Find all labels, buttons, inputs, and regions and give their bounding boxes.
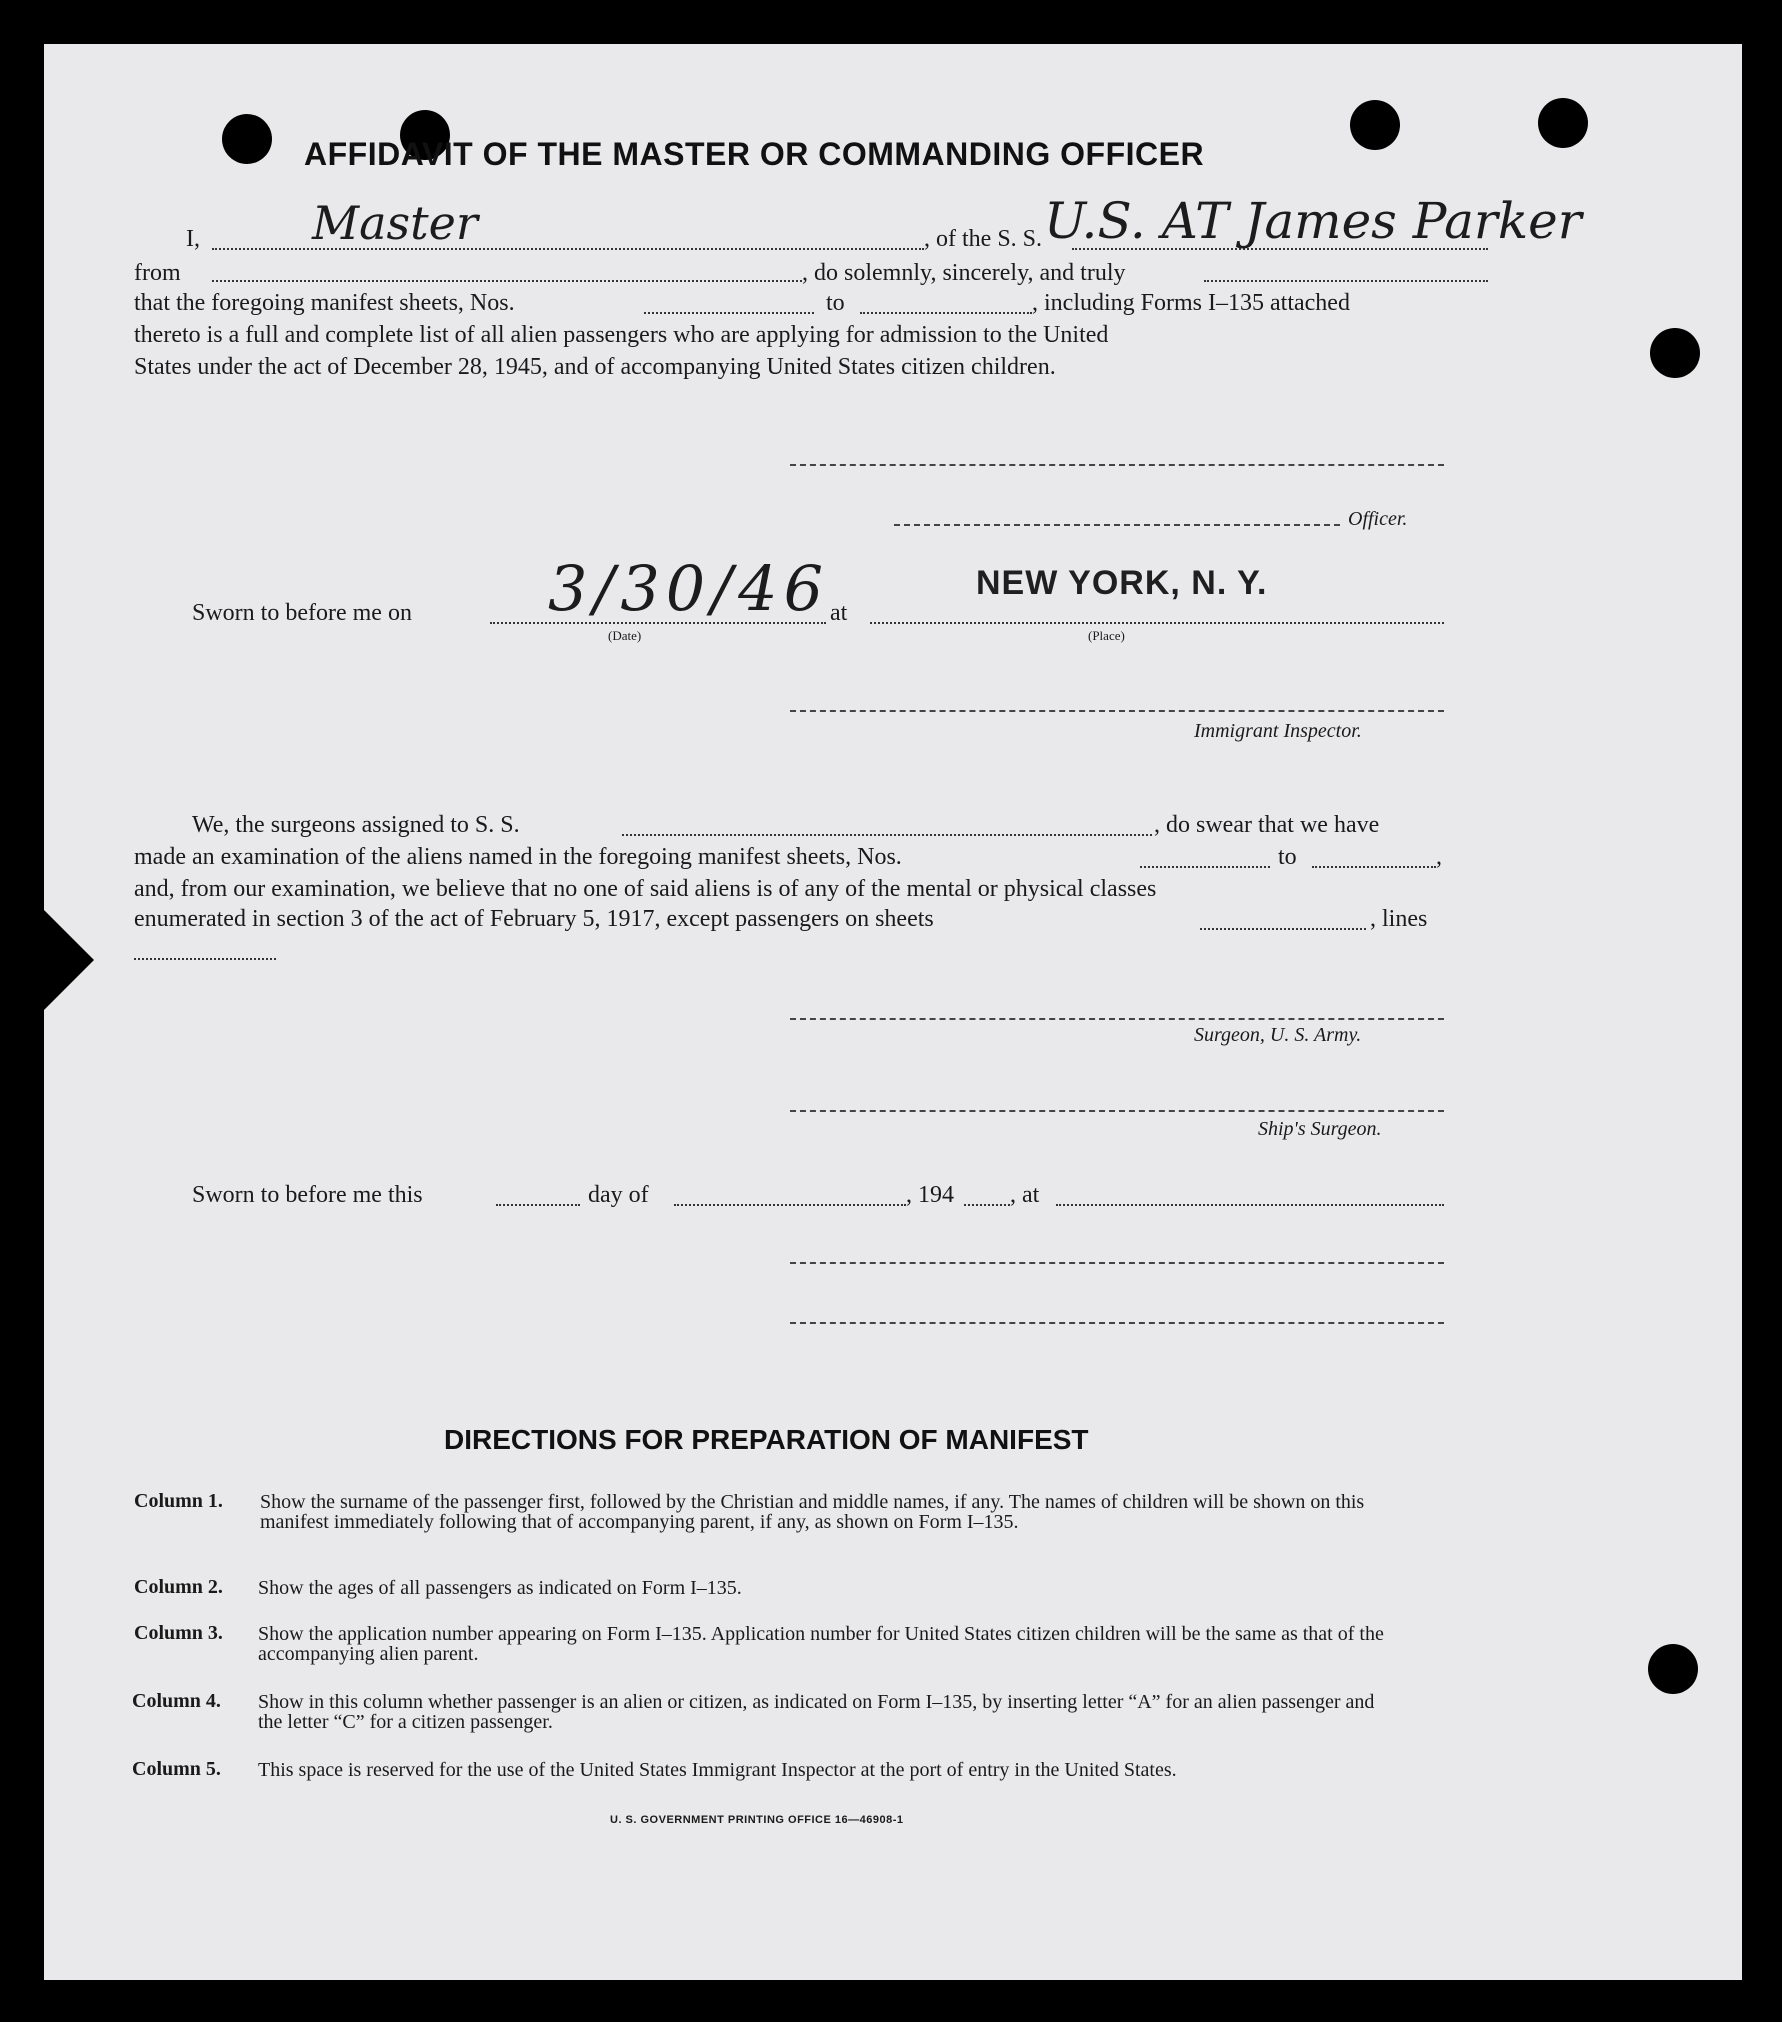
year-prefix: , 194: [906, 1182, 954, 1208]
ship-handwritten: U.S. AT James Parker: [1044, 192, 1582, 250]
of-the-ss-label: , of the S. S.: [924, 226, 1043, 252]
ship-surgeon-caption: Ship's Surgeon.: [1258, 1118, 1382, 1140]
place-stamp: NEW YORK, N. Y.: [976, 564, 1268, 602]
surgeons-line4: enumerated in section 3 of the act of February 5, 1917, except passengers on sheets: [134, 906, 934, 932]
directions-title: DIRECTIONS FOR PREPARATION OF MANIFEST: [444, 1424, 1089, 1455]
printer-imprint: U. S. GOVERNMENT PRINTING OFFICE 16—46908-1: [610, 1814, 904, 1826]
punch-hole: [1538, 98, 1588, 148]
punch-hole: [1650, 328, 1700, 378]
ship-surgeon-signature-line[interactable]: [790, 1110, 1444, 1112]
truly-field[interactable]: [1204, 280, 1488, 282]
punch-hole: [222, 114, 272, 164]
document-page: [44, 44, 1742, 1980]
to-label: to: [826, 290, 845, 316]
sworn-this-label: Sworn to before me this: [192, 1182, 423, 1208]
sworn2-at-label: , at: [1010, 1182, 1040, 1208]
affidavit-line5: States under the act of December 28, 1945, and of accompanying United States citizen children.: [134, 354, 1056, 380]
day-field[interactable]: [496, 1204, 580, 1206]
inspector-caption: Immigrant Inspector.: [1194, 720, 1362, 742]
solemnly-text: , do solemnly, sincerely, and truly: [802, 260, 1126, 286]
surgeons-comma: ,: [1436, 844, 1442, 870]
from-label: from: [134, 260, 181, 286]
officer-signature-line-1[interactable]: [790, 464, 1444, 466]
lines-label: , lines: [1370, 906, 1428, 932]
place-caption: (Place): [1088, 628, 1125, 643]
column-5-text: This space is reserved for the use of the United States Immigrant Inspector at the port of entry in the United States.: [258, 1759, 1177, 1781]
sworn2-signature-line-2[interactable]: [790, 1322, 1444, 1324]
date-caption: (Date): [608, 628, 642, 643]
punch-hole: [1648, 1644, 1698, 1694]
affidavit-line4: thereto is a full and complete list of all alien passengers who are applying for admission to the United: [134, 322, 1109, 348]
month-field[interactable]: [674, 1204, 906, 1206]
sworn-place-field[interactable]: [870, 622, 1444, 624]
forms-text: , including Forms I–135 attached: [1032, 290, 1350, 316]
surgeons-line3: and, from our examination, we believe that no one of said aliens is of any of the mental or physical classes: [134, 876, 1157, 902]
column-5-head: Column 5.: [132, 1758, 221, 1780]
from-field[interactable]: [212, 280, 802, 282]
surgeons-line1: We, the surgeons assigned to S. S.: [192, 812, 520, 838]
column-4-text: Show in this column whether passenger is an alien or citizen, as indicated on Form I–135, by inserting letter “A” for an alien passenger and the letter “C” for a citizen passenger.: [258, 1691, 1375, 1733]
surgeons-line2: made an examination of the aliens named in the foregoing manifest sheets, Nos.: [134, 844, 902, 870]
i-label: I,: [186, 226, 200, 252]
column-2-head: Column 2.: [134, 1576, 223, 1598]
sheet-from-field[interactable]: [644, 312, 814, 314]
officer-signature-line-2[interactable]: [894, 524, 1340, 526]
army-surgeon-signature-line[interactable]: [790, 1018, 1444, 1020]
year-field[interactable]: [964, 1204, 1010, 1206]
surgeon-sheet-to-field[interactable]: [1312, 866, 1436, 868]
day-of-label: day of: [588, 1182, 649, 1208]
lines-field[interactable]: [134, 958, 276, 960]
surgeon-ship-field[interactable]: [622, 834, 1152, 836]
surgeon-sheet-from-field[interactable]: [1140, 866, 1270, 868]
column-2-text: Show the ages of all passengers as indicated on Form I–135.: [258, 1577, 742, 1599]
officer-caption: Officer.: [1348, 508, 1408, 530]
sworn-date-handwritten: 3/30/46: [548, 552, 830, 625]
page-notch: [44, 910, 94, 1010]
manifest-nos-text: that the foregoing manifest sheets, Nos.: [134, 290, 515, 316]
sheet-to-field[interactable]: [860, 312, 1032, 314]
master-handwritten: Master: [312, 196, 478, 250]
except-sheets-field[interactable]: [1200, 928, 1366, 930]
affidavit-title: AFFIDAVIT OF THE MASTER OR COMMANDING OFFICER: [304, 136, 1205, 172]
column-3-text: Show the application number appearing on Form I–135. Application number for United States citizen children will be the same as that of the accompanying alien parent.: [258, 1623, 1384, 1665]
sworn2-place-field[interactable]: [1056, 1204, 1444, 1206]
punch-hole: [1350, 100, 1400, 150]
column-1-head: Column 1.: [134, 1490, 223, 1512]
inspector-signature-line[interactable]: [790, 710, 1444, 712]
army-surgeon-caption: Surgeon, U. S. Army.: [1194, 1024, 1362, 1046]
at-label: at: [830, 600, 848, 626]
column-4-head: Column 4.: [132, 1690, 221, 1712]
surgeons-swear-text: , do swear that we have: [1154, 812, 1380, 838]
sworn-on-label: Sworn to before me on: [192, 600, 412, 626]
column-3-head: Column 3.: [134, 1622, 223, 1644]
column-1-text: Show the surname of the passenger first, followed by the Christian and middle names, if any. The names of children will be shown on this manifest immediately following that of accompanying parent, if any, as shown on Form I–135.: [260, 1491, 1365, 1533]
surgeons-to-label: to: [1278, 844, 1297, 870]
sworn2-signature-line-1[interactable]: [790, 1262, 1444, 1264]
